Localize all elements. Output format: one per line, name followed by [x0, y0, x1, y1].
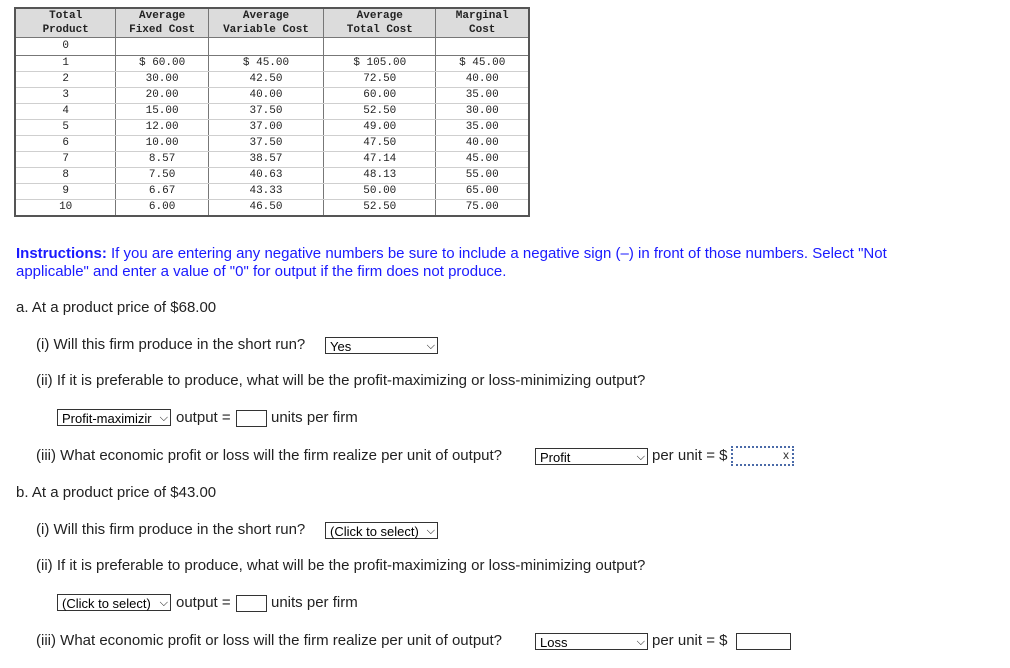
part-b-output-label: output =	[176, 594, 231, 611]
table-cell	[116, 38, 208, 56]
table-cell	[208, 38, 323, 56]
table-cell: 35.00	[436, 88, 529, 104]
part-a-q1-text: (i) Will this firm produce in the short run?	[36, 336, 306, 353]
table-cell: 47.50	[324, 136, 436, 152]
table-cell: 75.00	[436, 200, 529, 217]
table-cell: 47.14	[324, 152, 436, 168]
part-a-profit-loss-select[interactable]: Profit ⌵	[535, 448, 648, 465]
table-cell: 8.57	[116, 152, 208, 168]
cost-table	[14, 7, 530, 217]
table-row	[15, 168, 529, 184]
table-cell: 45.00	[436, 152, 529, 168]
part-b-per-unit-label: per unit = $	[652, 632, 728, 649]
header-total-product: Total Product	[15, 8, 116, 38]
part-a-per-unit-input[interactable]	[731, 446, 794, 466]
table-cell: 46.50	[208, 200, 323, 217]
table-cell	[436, 38, 529, 56]
table-cell: 50.00	[324, 184, 436, 200]
part-b-output-type-select[interactable]: (Click to select) ⌵	[57, 594, 171, 611]
table-cell: 12.00	[116, 120, 208, 136]
table-row	[15, 72, 529, 88]
table-cell: 30.00	[436, 104, 529, 120]
table-body	[15, 38, 529, 217]
chevron-down-icon: ⌵	[159, 412, 168, 424]
table-cell: 30.00	[116, 72, 208, 88]
table-cell: 37.50	[208, 136, 323, 152]
table-cell: 37.50	[208, 104, 323, 120]
table-cell: 6	[15, 136, 116, 152]
table-cell: $ 105.00	[324, 56, 436, 72]
table-cell: 20.00	[116, 88, 208, 104]
table-cell: 5	[15, 120, 116, 136]
table-cell: 15.00	[116, 104, 208, 120]
table-row	[15, 136, 529, 152]
table-cell: 1	[15, 56, 116, 72]
part-b-q1-text: (i) Will this firm produce in the short run?	[36, 521, 306, 538]
table-row	[15, 56, 529, 72]
part-a-output-type-select[interactable]: Profit-maximizir ⌵	[57, 409, 171, 426]
header-average-variable-cost: Average Variable Cost	[208, 8, 323, 38]
table-cell: 6.00	[116, 200, 208, 217]
part-b-per-unit-input[interactable]	[736, 633, 791, 650]
part-a-q2-text: (ii) If it is preferable to produce, what will be the profit-maximizing or loss-minimizing output?	[36, 372, 646, 389]
table-cell: 4	[15, 104, 116, 120]
part-a-output-input[interactable]	[236, 410, 267, 427]
table-cell: 3	[15, 88, 116, 104]
table-cell: 10	[15, 200, 116, 217]
table-row	[15, 120, 529, 136]
table-cell: 55.00	[436, 168, 529, 184]
table-cell: 40.00	[208, 88, 323, 104]
part-a-output-label: output =	[176, 409, 231, 426]
table-cell: 52.50	[324, 200, 436, 217]
chevron-down-icon: ⌵	[159, 597, 168, 609]
table-header-row	[15, 8, 529, 38]
table-cell: 52.50	[324, 104, 436, 120]
table-cell: 8	[15, 168, 116, 184]
header-marginal-cost: Marginal Cost	[436, 8, 529, 38]
part-a-heading: a. At a product price of $68.00	[16, 299, 217, 316]
table-row	[15, 88, 529, 104]
table-cell: 7	[15, 152, 116, 168]
close-icon[interactable]: x	[783, 448, 789, 462]
chevron-down-icon: ⌵	[426, 340, 435, 352]
part-b-heading: b. At a product price of $43.00	[16, 484, 217, 501]
table-cell: 49.00	[324, 120, 436, 136]
part-a-produce-select[interactable]: Yes ⌵	[325, 337, 438, 354]
part-a-units-label: units per firm	[271, 409, 358, 426]
table-cell: 9	[15, 184, 116, 200]
table-row	[15, 38, 529, 56]
header-average-fixed-cost: Average Fixed Cost	[116, 8, 208, 38]
table-cell: 38.57	[208, 152, 323, 168]
table-cell: $ 60.00	[116, 56, 208, 72]
part-b-units-label: units per firm	[271, 594, 358, 611]
table-cell: 65.00	[436, 184, 529, 200]
part-a-per-unit-label: per unit = $	[652, 447, 728, 464]
table-cell	[324, 38, 436, 56]
table-cell: 35.00	[436, 120, 529, 136]
table-cell: 37.00	[208, 120, 323, 136]
table-cell: 42.50	[208, 72, 323, 88]
instructions	[16, 245, 946, 281]
part-a-q3-text: (iii) What economic profit or loss will the firm realize per unit of output?	[36, 447, 503, 464]
table-cell: 43.33	[208, 184, 323, 200]
table-cell: 0	[15, 38, 116, 56]
chevron-down-icon: ⌵	[636, 636, 645, 648]
instructions-text: If you are entering any negative numbers be sure to include a negative sign (–) in front of those numbers. Select "Not applicable" and enter a value of "0" for output if the firm does not produce.	[16, 245, 887, 280]
part-b-output-input[interactable]	[236, 595, 267, 612]
header-average-total-cost: Average Total Cost	[324, 8, 436, 38]
table-row	[15, 184, 529, 200]
table-cell: 72.50	[324, 72, 436, 88]
table-cell: 6.67	[116, 184, 208, 200]
table-cell: 40.00	[436, 136, 529, 152]
table-cell: $ 45.00	[208, 56, 323, 72]
table-row	[15, 200, 529, 217]
chevron-down-icon: ⌵	[636, 451, 645, 463]
table-cell: $ 45.00	[436, 56, 529, 72]
part-b-q3-text: (iii) What economic profit or loss will the firm realize per unit of output?	[36, 632, 503, 649]
part-b-q2-text: (ii) If it is preferable to produce, what will be the profit-maximizing or loss-minimizing output?	[36, 557, 646, 574]
instructions-label: Instructions:	[16, 245, 107, 262]
table-cell: 2	[15, 72, 116, 88]
table-row	[15, 152, 529, 168]
table-cell: 7.50	[116, 168, 208, 184]
table-cell: 40.00	[436, 72, 529, 88]
table-cell: 48.13	[324, 168, 436, 184]
table-cell: 60.00	[324, 88, 436, 104]
table-cell: 40.63	[208, 168, 323, 184]
part-b-produce-select[interactable]: (Click to select) ⌵	[325, 522, 438, 539]
chevron-down-icon: ⌵	[426, 525, 435, 537]
table-cell: 10.00	[116, 136, 208, 152]
table-row	[15, 104, 529, 120]
part-b-profit-loss-select[interactable]: Loss ⌵	[535, 633, 648, 650]
